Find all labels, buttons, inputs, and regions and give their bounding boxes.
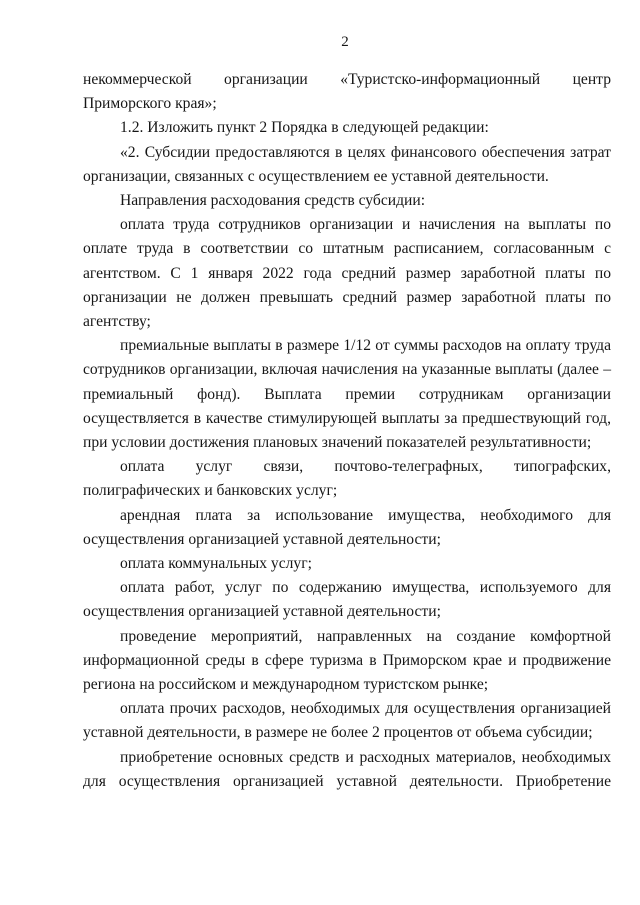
paragraph-fixed-assets: приобретение основных средств и расходных материалов, необходимых для осуществления организацией уставной деятельности. Приобретение <box>83 748 611 790</box>
page-number: 2 <box>341 34 349 50</box>
paragraph-spending-directions-heading: Направления расходования средств субсидии: <box>120 192 426 210</box>
paragraph-organization-name: некоммерческой организации «Туристско-информационный центр Приморского края»; <box>83 71 611 113</box>
paragraph-bonus-payments: премиальные выплаты в размере 1/12 от суммы расходов на оплату труда сотрудников организации, включая начисления на указанные выплаты (далее – премиальный фонд). Выплата премии сотрудникам организации осуществляется в качестве стимулирующей выплаты за предшествующий год, при условии достижения плановых значений показателей результативности; <box>83 337 611 452</box>
paragraph-tourism-events: проведение мероприятий, направленных на создание комфортной информационной среды в сфере туризма в Приморском крае и продвижение региона на российском и международном туристском рынке; <box>83 627 611 694</box>
paragraph-salary-payment: оплата труда сотрудников организации и начисления на выплаты по оплате труда в соответствии со штатным расписанием, согласованным с агентством. С 1 января 2022 года средний размер заработной платы по организации не должен превышать средний размер заработной платы по агентству; <box>83 216 611 331</box>
document-body <box>83 68 611 794</box>
paragraph-communication-services: оплата услуг связи, почтово-телеграфных, типографских, полиграфических и банковских услуг; <box>83 458 611 500</box>
paragraph-amendment-intro: 1.2. Изложить пункт 2 Порядка в следующей редакции: <box>120 119 489 137</box>
paragraph-utilities: оплата коммунальных услуг; <box>120 555 312 573</box>
paragraph-property-maintenance: оплата работ, услуг по содержанию имущества, используемого для осуществления организацией уставной деятельности; <box>83 579 611 621</box>
paragraph-other-expenses: оплата прочих расходов, необходимых для осуществления организацией уставной деятельности, в размере не более 2 процентов от объема субсидии; <box>83 700 611 742</box>
paragraph-property-rent: арендная плата за использование имущества, необходимого для осуществления организацией уставной деятельности; <box>83 506 611 548</box>
paragraph-subsidy-purpose: «2. Субсидии предоставляются в целях финансового обеспечения затрат организации, связанных с осуществлением ее уставной деятельности. <box>83 143 611 185</box>
